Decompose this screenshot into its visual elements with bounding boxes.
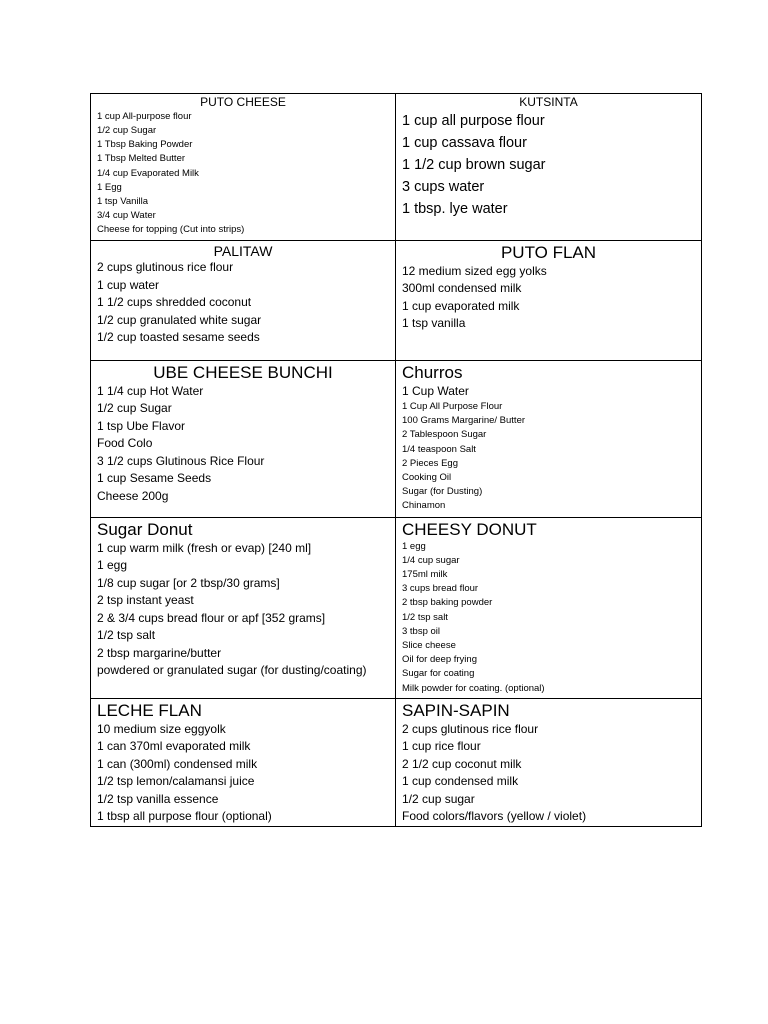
ingredient-item: 12 medium sized egg yolks [402,263,547,278]
recipe-table [90,93,702,827]
ingredient-item: 1 egg [97,558,128,573]
ingredient-item: 1 cup condensed milk [402,774,519,789]
ingredient-item: Food colors/flavors (yellow / violet) [402,809,587,824]
ingredient-item: 1 tsp Ube Flavor [97,418,186,433]
ingredient-list [402,540,695,696]
ingredient-item: Slice cheese [402,639,456,651]
ingredient-item: Oil for deep frying [402,654,477,666]
ingredient-item: 1 Cup Water [402,383,469,398]
ingredient-item: 2 & 3/4 cups bread flour or apf [352 grams] [97,610,326,625]
recipe-title: KUTSINTA [519,95,578,109]
ingredient-list [97,259,389,347]
ingredient-item: 1 cup warm milk (fresh or evap) [240 ml] [97,540,312,555]
ingredient-item: 1/4 cup Evaporated Milk [97,167,199,179]
ingredient-item: 1/2 cup sugar [402,791,475,806]
recipe-title: PALITAW [213,243,273,259]
recipe-row [91,518,702,699]
ingredient-item: 3 1/2 cups Glutinous Rice Flour [97,453,265,468]
ingredient-item: 1/2 cup granulated white sugar [97,312,262,327]
ingredient-list [97,721,389,826]
ingredient-item: 1/2 cup Sugar [97,401,172,416]
ingredient-list [402,110,695,220]
recipe-title: PUTO CHEESE [200,95,286,109]
ingredient-item: 1 1/2 cups shredded coconut [97,295,252,310]
ingredient-item: 10 medium size eggyolk [97,721,226,736]
recipe-card-sugar-donut [91,518,396,699]
ingredient-item: 1 tbsp all purpose flour (optional) [97,809,272,824]
ingredient-item: 1 tsp vanilla [402,316,466,331]
ingredient-item: powdered or granulated sugar (for dusting/coating) [97,663,367,678]
ingredient-item: 1/4 cup sugar [402,554,460,566]
ingredient-item: 1/2 cup toasted sesame seeds [97,330,260,345]
ingredient-list [97,383,389,506]
recipe-row [91,699,702,827]
ingredient-item: 1 Cup All Purpose Flour [402,401,503,413]
ingredient-item: 2 tsp instant yeast [97,593,194,608]
ingredient-list [402,383,695,514]
ingredient-item: Cheese 200g [97,488,169,503]
recipe-title: PUTO FLAN [500,243,597,262]
ingredient-item: 3/4 cup Water [97,210,156,222]
recipe-card-churros [396,361,702,518]
ingredient-item: 2 tbsp margarine/butter [97,645,222,660]
ingredient-item: Chinamon [402,500,446,512]
ingredient-item: 1 cup cassava flour [402,134,527,151]
ingredient-item: Cheese for topping (Cut into strips) [97,224,245,236]
ingredient-item: Milk powder for coating. (optional) [402,682,545,694]
recipe-title: UBE CHEESE BUNCHI [153,363,333,382]
ingredient-item: 1 can 370ml evaporated milk [97,739,251,754]
ingredient-item: 2 cups glutinous rice flour [97,260,234,275]
recipe-card-ube-cheese-bunchi [91,361,396,518]
ingredient-item: 1 cup evaporated milk [402,298,520,313]
ingredient-item: 175ml milk [402,568,448,580]
ingredient-item: 2 cups glutinous rice flour [402,721,539,736]
ingredient-item: 1 tbsp. lye water [402,200,508,217]
recipe-title: Sugar Donut [97,520,193,539]
ingredient-list [97,110,389,238]
recipe-card-puto-cheese [91,94,396,241]
recipe-title: Churros [402,363,463,382]
ingredient-item: 1 cup All-purpose flour [97,110,192,122]
ingredient-item: 1 cup all purpose flour [402,112,545,129]
ingredient-item: 1 can (300ml) condensed milk [97,756,258,771]
ingredient-item: Sugar for coating [402,668,475,680]
ingredient-item: 1/2 cup Sugar [97,125,157,136]
recipe-card-palitaw [91,241,396,361]
ingredient-item: 1/8 cup sugar [or 2 tbsp/30 grams] [97,575,280,590]
ingredient-item: 1/2 tsp salt [402,611,448,623]
ingredient-item: 1 1/4 cup Hot Water [97,383,204,398]
ingredient-item: 1 cup rice flour [402,739,481,754]
recipe-title: SAPIN-SAPIN [402,701,510,720]
recipe-row [91,94,702,241]
ingredient-item: 3 cups water [402,178,485,195]
recipe-card-leche-flan [91,699,396,827]
ingredient-item: 1 1/2 cup brown sugar [402,156,546,173]
recipe-card-sapin-sapin [396,699,702,827]
ingredient-item: 1 egg [402,540,426,552]
ingredient-item: 1 Tbsp Melted Butter [97,153,186,165]
ingredient-item: 1/2 tsp lemon/calamansi juice [97,774,255,789]
ingredient-item: 1 Tbsp Baking Powder [97,139,193,151]
recipe-title: CHEESY DONUT [402,520,537,539]
ingredient-item: Cooking Oil [402,472,452,484]
ingredient-list [402,263,695,333]
ingredient-item: 1 cup Sesame Seeds [97,471,212,486]
ingredient-item: 1 cup water [97,277,160,292]
recipe-title: LECHE FLAN [97,701,202,720]
ingredient-item: 3 cups bread flour [402,583,479,595]
ingredient-list [402,721,695,826]
ingredient-item: Food Colo [97,436,153,451]
ingredient-item: 1/2 tsp salt [97,628,156,643]
ingredient-item: 2 Tablespoon Sugar [402,429,487,441]
recipe-row [91,241,702,361]
ingredient-item: Sugar (for Dusting) [402,486,483,498]
ingredient-item: 1 Egg [97,181,122,193]
ingredient-item: 3 tbsp oil [402,625,441,637]
ingredient-item: 2 1/2 cup coconut milk [402,756,522,771]
ingredient-item: 1/4 teaspoon Salt [402,443,476,455]
recipe-row [91,361,702,518]
recipe-card-puto-flan [396,241,702,361]
ingredient-item: 2 tbsp baking powder [402,597,493,609]
recipe-card-kutsinta [396,94,702,241]
recipe-card-cheesy-donut [396,518,702,699]
ingredient-item: 300ml condensed milk [402,281,522,296]
ingredient-item: 2 Pieces Egg [402,457,458,469]
ingredient-item: 1 tsp Vanilla [97,196,149,208]
ingredient-list [97,540,389,680]
ingredient-item: 100 Grams Margarine/ Butter [402,415,526,427]
ingredient-item: 1/2 tsp vanilla essence [97,791,219,806]
